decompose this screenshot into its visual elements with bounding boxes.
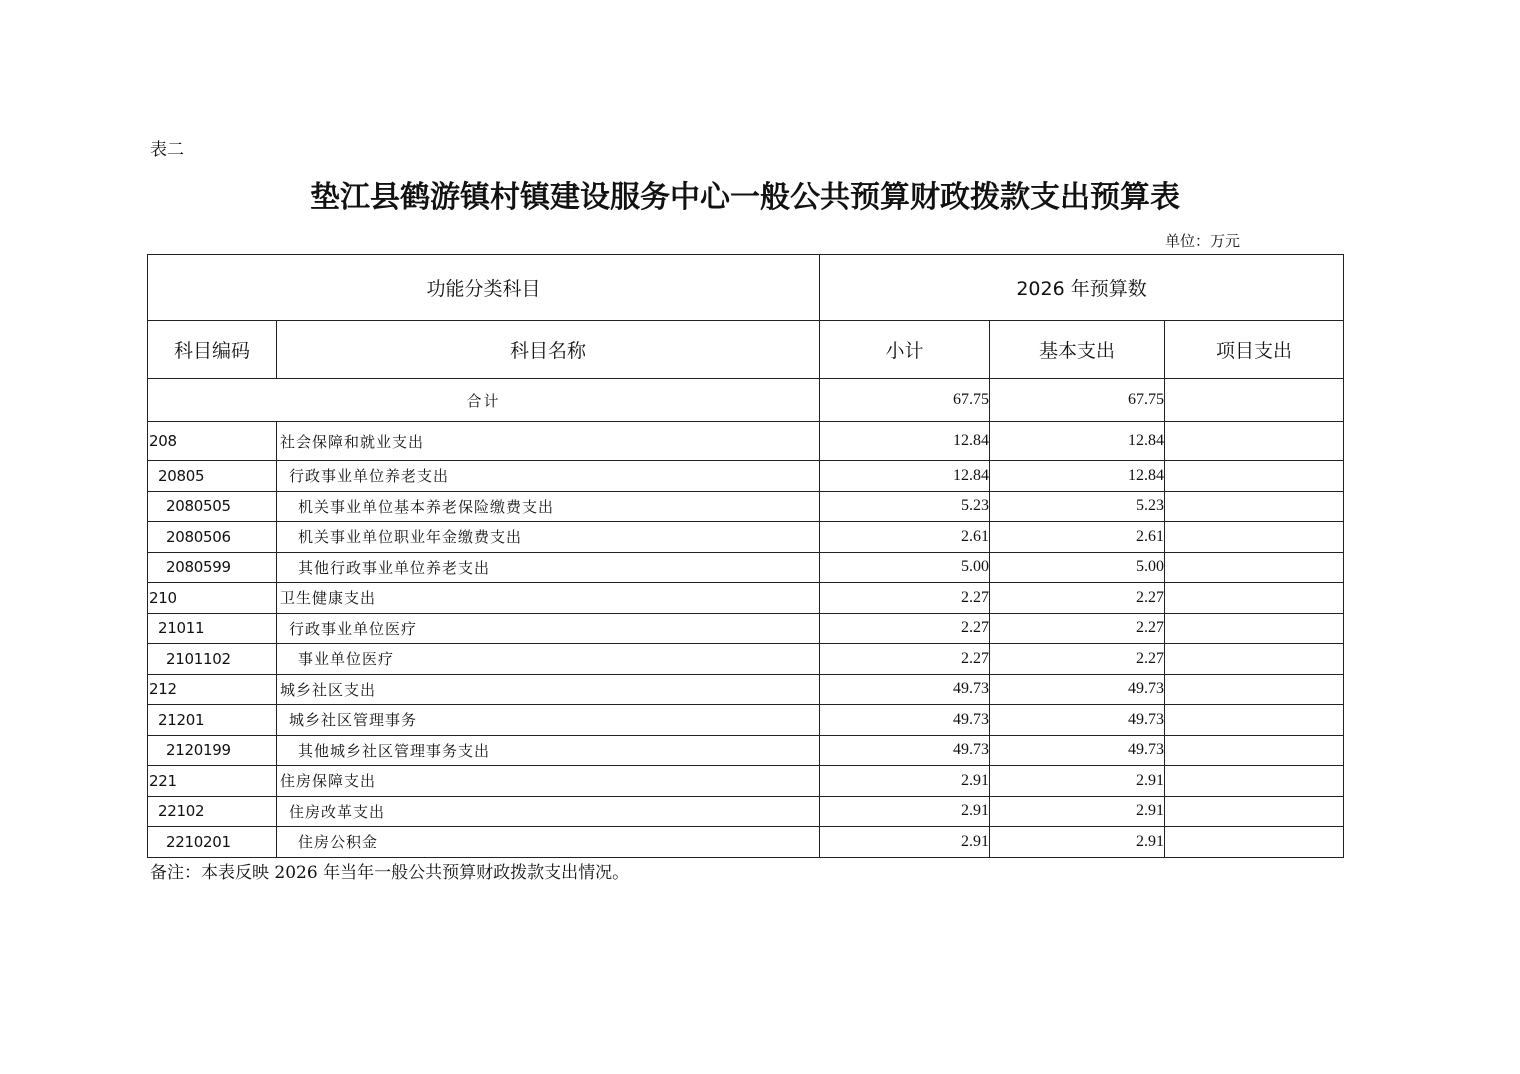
- row-project: [1165, 705, 1344, 736]
- row-project: [1165, 583, 1344, 614]
- row-code: 210: [148, 583, 277, 614]
- row-subtotal: 5.23: [820, 491, 990, 522]
- header-basic: 基本支出: [990, 321, 1165, 379]
- row-name: 住房保障支出: [277, 766, 820, 797]
- table-row: [148, 674, 1344, 705]
- table-row: [148, 461, 1344, 492]
- row-basic: 12.84: [990, 422, 1165, 461]
- row-subtotal: 49.73: [820, 735, 990, 766]
- row-subtotal: 49.73: [820, 705, 990, 736]
- row-code: 2210201: [148, 827, 277, 858]
- total-row: [148, 379, 1344, 422]
- row-name: 机关事业单位基本养老保险缴费支出: [277, 491, 820, 522]
- table-row: [148, 552, 1344, 583]
- row-basic: 49.73: [990, 705, 1165, 736]
- table-row: [148, 766, 1344, 797]
- row-name: 卫生健康支出: [277, 583, 820, 614]
- row-subtotal: 2.91: [820, 796, 990, 827]
- row-basic: 5.23: [990, 491, 1165, 522]
- row-project: [1165, 766, 1344, 797]
- table-row: [148, 827, 1344, 858]
- row-code: 20805: [148, 461, 277, 492]
- header-code: 科目编码: [148, 321, 277, 379]
- row-subtotal: 2.91: [820, 766, 990, 797]
- row-name: 城乡社区管理事务: [277, 705, 820, 736]
- total-subtotal: 67.75: [820, 379, 990, 422]
- row-subtotal: 2.27: [820, 583, 990, 614]
- row-basic: 5.00: [990, 552, 1165, 583]
- row-project: [1165, 613, 1344, 644]
- table-row: [148, 613, 1344, 644]
- row-basic: 2.91: [990, 766, 1165, 797]
- table-row: [148, 644, 1344, 675]
- header-name: 科目名称: [277, 321, 820, 379]
- row-project: [1165, 674, 1344, 705]
- page-title: 垫江县鹤游镇村镇建设服务中心一般公共预算财政拨款支出预算表: [310, 180, 1180, 215]
- row-name: 住房改革支出: [277, 796, 820, 827]
- row-project: [1165, 552, 1344, 583]
- header-row-group: [148, 255, 1344, 321]
- table-label: 表二: [150, 140, 184, 160]
- table-row: [148, 422, 1344, 461]
- header-project: 项目支出: [1165, 321, 1344, 379]
- row-basic: 2.61: [990, 522, 1165, 553]
- row-code: 2120199: [148, 735, 277, 766]
- row-basic: 2.27: [990, 613, 1165, 644]
- row-code: 22102: [148, 796, 277, 827]
- table-row: [148, 583, 1344, 614]
- row-basic: 2.27: [990, 583, 1165, 614]
- row-project: [1165, 461, 1344, 492]
- row-code: 221: [148, 766, 277, 797]
- unit-label: 单位：万元: [1165, 232, 1241, 250]
- table-row: [148, 705, 1344, 736]
- row-code: 208: [148, 422, 277, 461]
- row-subtotal: 12.84: [820, 422, 990, 461]
- row-project: [1165, 796, 1344, 827]
- row-subtotal: 12.84: [820, 461, 990, 492]
- budget-table: [147, 254, 1344, 858]
- row-subtotal: 2.61: [820, 522, 990, 553]
- row-name: 住房公积金: [277, 827, 820, 858]
- total-basic: 67.75: [990, 379, 1165, 422]
- row-basic: 2.91: [990, 827, 1165, 858]
- row-subtotal: 5.00: [820, 552, 990, 583]
- row-project: [1165, 735, 1344, 766]
- total-project: [1165, 379, 1344, 422]
- table-row: [148, 522, 1344, 553]
- row-code: 212: [148, 674, 277, 705]
- row-subtotal: 2.27: [820, 613, 990, 644]
- row-code: 21201: [148, 705, 277, 736]
- row-name: 其他城乡社区管理事务支出: [277, 735, 820, 766]
- header-function-category: 功能分类科目: [148, 255, 820, 321]
- row-subtotal: 49.73: [820, 674, 990, 705]
- header-subtotal: 小计: [820, 321, 990, 379]
- row-code: 2080506: [148, 522, 277, 553]
- row-code: 2101102: [148, 644, 277, 675]
- row-code: 2080505: [148, 491, 277, 522]
- row-project: [1165, 522, 1344, 553]
- row-project: [1165, 827, 1344, 858]
- row-basic: 49.73: [990, 735, 1165, 766]
- row-basic: 12.84: [990, 461, 1165, 492]
- row-name: 城乡社区支出: [277, 674, 820, 705]
- row-basic: 49.73: [990, 674, 1165, 705]
- table-row: [148, 735, 1344, 766]
- header-budget-year: 2026 年预算数: [820, 255, 1344, 321]
- row-code: 2080599: [148, 552, 277, 583]
- row-project: [1165, 422, 1344, 461]
- row-name: 事业单位医疗: [277, 644, 820, 675]
- footnote: 备注：本表反映 2026 年当年一般公共预算财政拨款支出情况。: [150, 863, 630, 883]
- row-name: 社会保障和就业支出: [277, 422, 820, 461]
- total-label: 合计: [148, 379, 820, 422]
- row-basic: 2.27: [990, 644, 1165, 675]
- header-row-columns: [148, 321, 1344, 379]
- row-basic: 2.91: [990, 796, 1165, 827]
- table-row: [148, 491, 1344, 522]
- row-name: 行政事业单位医疗: [277, 613, 820, 644]
- row-name: 机关事业单位职业年金缴费支出: [277, 522, 820, 553]
- row-name: 行政事业单位养老支出: [277, 461, 820, 492]
- row-subtotal: 2.91: [820, 827, 990, 858]
- row-project: [1165, 491, 1344, 522]
- row-code: 21011: [148, 613, 277, 644]
- row-name: 其他行政事业单位养老支出: [277, 552, 820, 583]
- row-subtotal: 2.27: [820, 644, 990, 675]
- table-row: [148, 796, 1344, 827]
- row-project: [1165, 644, 1344, 675]
